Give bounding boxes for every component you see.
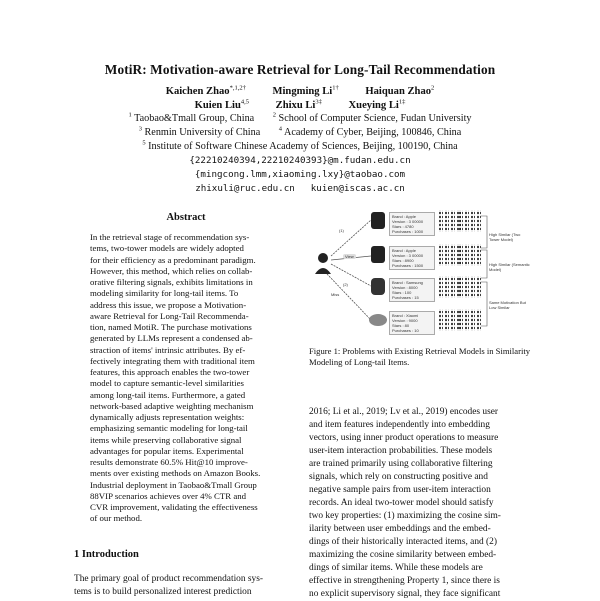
text-line: modeling similarity for long-tail items. To bbox=[90, 288, 239, 299]
author-row-1 bbox=[0, 84, 600, 97]
text-line: features, this approach enables the two-tower bbox=[90, 367, 250, 377]
text-line: However, this method, which relies on collab- bbox=[90, 265, 253, 276]
text-line: signals, which rely on constructing positive and bbox=[309, 472, 488, 482]
author: Kaichen Zhao$^{*,1,2\dagger}$ bbox=[165, 84, 246, 97]
embedding-grid bbox=[459, 210, 481, 232]
item-card: Brand : Xiaomi Version : 9000 Stars : 80 Purchases : 10 bbox=[389, 311, 435, 335]
same-motivation-label: Same Motivation But Low Similar bbox=[489, 300, 526, 310]
text-line: orative filtering signals, exhibits limitations in bbox=[90, 277, 253, 287]
text-line: ilarity between user embeddings and the embed- bbox=[309, 524, 491, 534]
text-line: for their efficiency as a predominant paradigm. bbox=[90, 254, 256, 265]
embedding-grid bbox=[439, 309, 461, 331]
text-line: The primary goal of product recommendation sys- bbox=[74, 574, 264, 584]
text-line: items while preserving collaborative signal bbox=[90, 434, 242, 445]
text-line: dings of their historically interacted items, and (2) bbox=[309, 537, 497, 547]
abstract-heading: Abstract bbox=[166, 212, 206, 223]
text-line: network-based adaptive weighting mechanism bbox=[90, 400, 254, 411]
text-line: and item features independently into embedding bbox=[309, 420, 490, 430]
text-line: among long-tail items. Furthermore, a gated bbox=[90, 389, 246, 400]
text-line: straction of items' intrinsic attributes. By ef- bbox=[90, 344, 246, 355]
item-card: Brand : Samsung Version : 8000 Stars : 100 Purchases : 15 bbox=[389, 278, 435, 302]
text-line: effective in strengthening Property 1, since there is bbox=[309, 576, 500, 586]
affiliation-row-2: $^3$ Renmin University of China $^4$ Academy of Cyber, Beijing, 100846, China bbox=[138, 126, 462, 139]
item-card: Brand : Apple Version : 3 00000 Stars : 4780 Purchases : 1000 bbox=[389, 212, 435, 236]
text-line: Industrial deployment in Taobao&Tmall Group bbox=[90, 479, 257, 490]
text-line: address this issue, we propose a Motivation- bbox=[90, 299, 247, 310]
text-line: maximizing the cosine similarity between embed- bbox=[309, 550, 497, 560]
text-line: tems, two-tower models are widely adopted bbox=[90, 243, 244, 254]
watch-icon bbox=[371, 278, 385, 295]
text-line: aware Retrieval for Long-Tail Recommenda- bbox=[90, 310, 249, 321]
miss-label: Miss bbox=[331, 292, 340, 297]
watch-icon bbox=[371, 246, 385, 263]
email-line-2: {mingcong.lmm,xiaoming.lxy}@taobao.com bbox=[194, 169, 406, 180]
affiliation-row-1: $^1$ Taobao&Tmall Group, China $^2$ School of Computer Science, Fudan University bbox=[128, 112, 472, 125]
text-line: emphasizing semantic modeling for long-tail bbox=[90, 423, 248, 434]
author: Kuien Liu$^{4,5}$ bbox=[194, 98, 249, 111]
text-line: 88VIP scenarios achieves over 4% CTR and bbox=[90, 490, 247, 501]
text-line: of our method. bbox=[90, 513, 143, 524]
text-line: user-item interaction probabilities. These models bbox=[309, 446, 493, 456]
mark-2: (2) bbox=[343, 282, 348, 287]
text-line: ments over existing methods on Amazon Books. bbox=[90, 468, 261, 479]
text-line: two key properties: (1) maximizing the cosine sim- bbox=[309, 511, 501, 521]
text-line: advantages for popular items. Experimental bbox=[90, 445, 244, 456]
band-icon bbox=[369, 314, 387, 326]
text-line: negative sample pairs from user-item interaction bbox=[309, 485, 491, 495]
text-line: model to capture semantic-level similarities bbox=[90, 378, 244, 389]
affiliation-row-3: $^5$ Institute of Software Chinese Academy of Sciences, Beijing, 100190, China bbox=[142, 140, 458, 153]
item-card: Brand : Apple Version : 3 00000 Stars : 8900 Purchases : 1500 bbox=[389, 246, 435, 270]
author: Mingming $Li^{1\dagger}$ bbox=[272, 84, 339, 97]
text-line: fectively integrating them with traditional item bbox=[90, 355, 255, 366]
author: Haiquan Zhao$^2$ bbox=[365, 84, 435, 97]
text-line: dings of similar items. While these models are bbox=[309, 563, 483, 573]
text-line: are trained primarily using collaborative filtering bbox=[309, 459, 493, 469]
figure-1 bbox=[309, 208, 531, 338]
embedding-grid bbox=[439, 210, 461, 232]
text-line: dynamically adjusts representation weights: bbox=[90, 412, 245, 422]
embedding-grid bbox=[439, 244, 461, 266]
view-label: View bbox=[345, 254, 354, 259]
embedding-grid bbox=[459, 276, 481, 298]
figure-caption: Figure 1: Problems with Existing Retrieval Models in Similarity Modeling of Long-tail Items. bbox=[309, 346, 531, 368]
text-line: tems is to build personalized interest prediction bbox=[74, 587, 252, 597]
text-line: no explicit supervisory signal, they face significant bbox=[309, 589, 501, 599]
text-line: CVR improvement, validating the effectiveness bbox=[90, 502, 258, 512]
email-line-1: {22210240394,22210240393}@m.fudan.edu.cn bbox=[189, 155, 411, 166]
text-line: results demonstrate 60.5% Hit@10 improve- bbox=[90, 457, 248, 467]
text-line: records. An ideal two-tower model should satisfy bbox=[309, 498, 494, 508]
embedding-grid bbox=[459, 244, 481, 266]
high-similar-semantic-label: High Similar (Semantic Model) bbox=[489, 262, 530, 272]
paper-title: MotiR: Motivation-aware Retrieval for Long-Tail Recommendation bbox=[104, 62, 496, 77]
high-similar-two-tower-label: High Similar (Two Tower Model) bbox=[489, 232, 521, 242]
author-row-2 bbox=[0, 98, 600, 111]
mark-1: (1) bbox=[339, 228, 344, 233]
watch-icon bbox=[371, 212, 385, 229]
text-line: tion, named MotiR. The purchase motivations bbox=[90, 322, 252, 332]
author: Xueying $Li^{1\ddagger}$ bbox=[348, 98, 406, 111]
author: Zhixu $Li^{3\ddagger}$ bbox=[275, 98, 322, 111]
user-body-icon bbox=[315, 268, 331, 274]
email-line-3: zhixuli@ruc.edu.cn kuien@iscas.ac.cn bbox=[195, 183, 405, 194]
text-line: 2016; Li et al., 2019; Lv et al., 2019) encodes user bbox=[309, 407, 499, 417]
text-line: In the retrieval stage of recommendation sys- bbox=[90, 232, 250, 242]
embedding-grid bbox=[459, 309, 481, 331]
text-line: vectors, using inner product operations to measure bbox=[309, 433, 499, 443]
introduction-heading: 1 Introduction bbox=[74, 549, 139, 560]
text-line: generated by LLMs represent a condensed ab- bbox=[90, 333, 253, 344]
embedding-grid bbox=[439, 276, 461, 298]
user-head-icon bbox=[318, 253, 328, 263]
